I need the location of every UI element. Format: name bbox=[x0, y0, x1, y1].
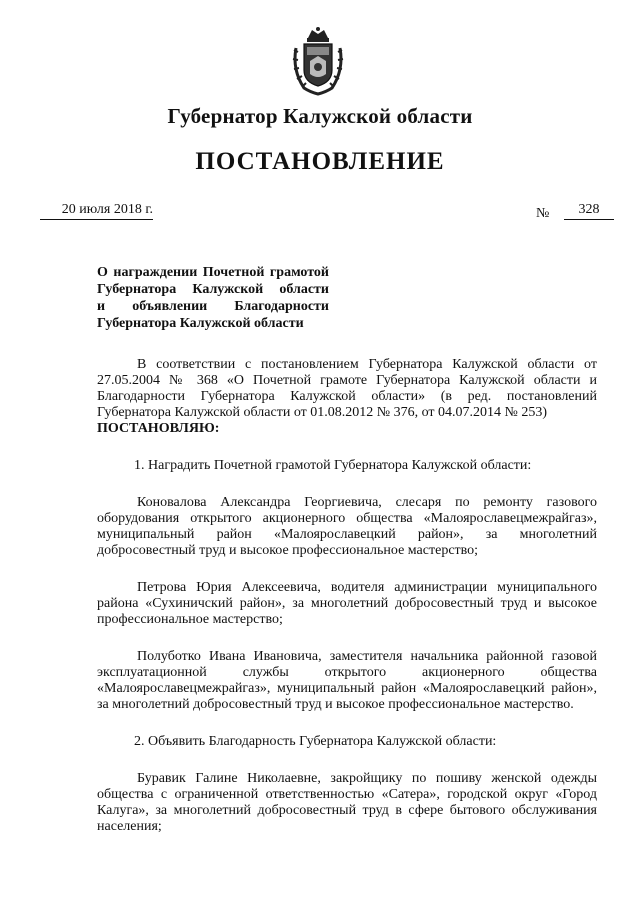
award-paragraph: Полуботко Ивана Ивановича, заместителя начальника районной газовой эксплуатационной службы открытого акционерного общества «Малоярославецмежрайгаз», муниципальный район «Малоярославецкий район», за многолетний добросовестный труд и высокое профессиональное мастерство. bbox=[97, 649, 597, 712]
subject-line: О награждении Почетной грамотой bbox=[97, 265, 329, 280]
subject-line: Губернатора Калужской области bbox=[97, 316, 304, 331]
decree-subject bbox=[97, 264, 329, 332]
item-1-heading: 1. Наградить Почетной грамотой Губернатора Калужской области: bbox=[134, 458, 532, 473]
document-date: 20 июля 2018 г. bbox=[40, 202, 153, 220]
thanks-paragraph: Буравик Галине Николаевне, закройщику по пошиву женской одежды общества с ограниченной ответственностью «Сатера», городской округ «Город Калуга», за многолетний добросовестный труд в сфере бытового обслуживания населения; bbox=[97, 771, 597, 834]
item-2-heading: 2. Объявить Благодарность Губернатора Калужской области: bbox=[134, 734, 497, 749]
preamble-paragraph: В соответствии с постановлением Губернатора Калужской области от 27.05.2004 № 368 «О Почетной грамоте Губернатора Калужской области и Благодарности Губернатора Калужской области» (в ред. постановлений Губернатора Калужской области от 01.08.2012 № 376, от 04.07.2014 № 253) bbox=[97, 357, 597, 420]
subject-line: и объявлении Благодарности bbox=[97, 299, 329, 314]
award-paragraph: Петрова Юрия Алексеевича, водителя администрации муниципального района «Сухиничский район», за многолетний добросовестный труд и высокое профессиональное мастерство; bbox=[97, 580, 597, 627]
decree-body bbox=[97, 357, 597, 835]
number-sign: № bbox=[536, 206, 550, 221]
subject-line: Губернатора Калужской области bbox=[97, 282, 329, 297]
document-type: ПОСТАНОВЛЕНИЕ bbox=[195, 148, 445, 175]
coat-of-arms-emblem bbox=[290, 26, 346, 98]
issuer-title: Губернатор Калужской области bbox=[167, 104, 473, 128]
document-number: 328 bbox=[564, 202, 614, 220]
award-paragraph: Коновалова Александра Георгиевича, слесаря по ремонту газового оборудования открытого акционерного общества «Малоярославецмежрайгаз», муниципальный район «Малоярославецкий район», за многолетний добросовестный труд и высокое профессиональное мастерство; bbox=[97, 495, 597, 558]
resolve-statement: ПОСТАНОВЛЯЮ: bbox=[97, 421, 220, 436]
